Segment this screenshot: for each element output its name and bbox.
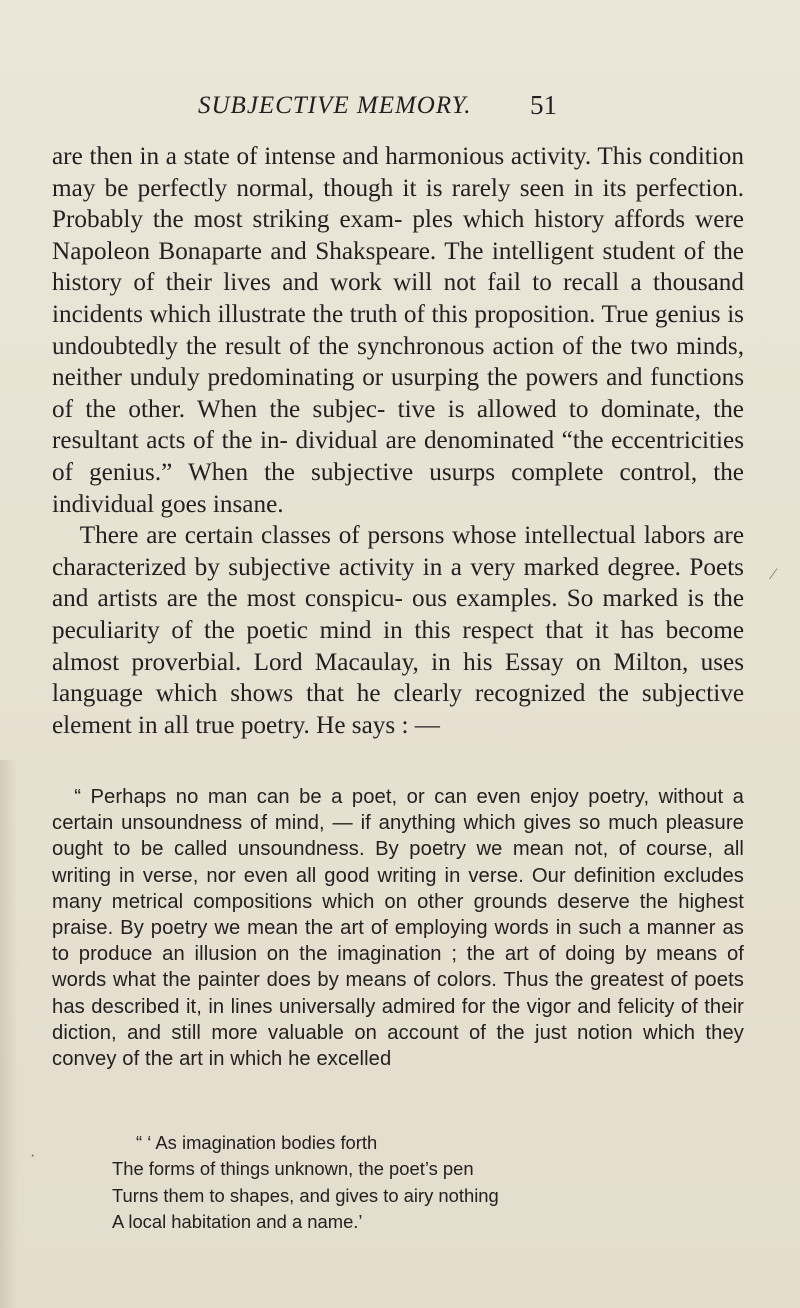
page-number: 51 (530, 90, 557, 120)
margin-pencil-mark: ⁄ (772, 566, 775, 583)
page-header (0, 92, 800, 128)
block-quote (52, 784, 744, 1072)
margin-blemish: · (30, 1148, 36, 1165)
poem-line-1: “ ‘ As imagination bodies forth (136, 1132, 378, 1153)
quote-paragraph: “ Perhaps no man can be a poet, or can even enjoy poetry, without a certain unsoundness of mind, — if anything which gives so much pleasure ought to be called unsoundness. By poetry we mean not, of course, all writing in verse, nor even all good writing in verse. Our definition excludes many metrical compositions which on other grounds deserve the highest praise. By poetry we mean the art of employing words in such a manner as to produce an illusion on the imagination ; the art of doing by means of words what the painter does by means of colors. Thus the greatest of poets has described it, in lines universally admired for the vigor and felicity of their diction, and still more valuable on account of the just notion which they convey of the art in which he excelled (52, 786, 744, 1071)
poem-line-4: A local habitation and a name.’ (112, 1211, 363, 1233)
paragraph-1: are then in a state of intense and harmonious activity. This condition may be perfectly normal, though it is rarely seen in its perfection. Probably the most striking exam- ples which history affords were Napoleon Bonaparte and Shakspeare. The intelligent student of the history of their lives and work will not fail to recall a thousand incidents which illustrate the truth of this proposition. True genius is undoubtedly the result of the synchronous action of the two minds, neither unduly predominating or usurping the powers and functions of the other. When the subjec- tive is allowed to dominate, the resultant acts of the in- dividual are denominated “the eccentricities of genius.” When the subjective usurps complete control, the individual goes insane. (52, 143, 744, 518)
page-binding-shadow (0, 760, 18, 1308)
poem-line-2: The forms of things unknown, the poet’s pen (112, 1158, 474, 1180)
running-title: SUBJECTIVE MEMORY. (198, 92, 472, 119)
poem-line-3: Turns them to shapes, and gives to airy nothing (112, 1184, 499, 1206)
paragraph-2: There are certain classes of persons whose intellectual labors are characterized by subjective activity in a very marked degree. Poets and artists are the most conspicu- ous examples. So marked is the peculiarity of the poetic mind in this respect that it has become almost proverbial. Lord Macaulay, in his Essay on Milton, uses language which shows that he clearly recognized the subjective element in all true poetry. He says : — (52, 522, 744, 739)
body-text (52, 141, 744, 741)
poem-quote (112, 1130, 499, 1236)
